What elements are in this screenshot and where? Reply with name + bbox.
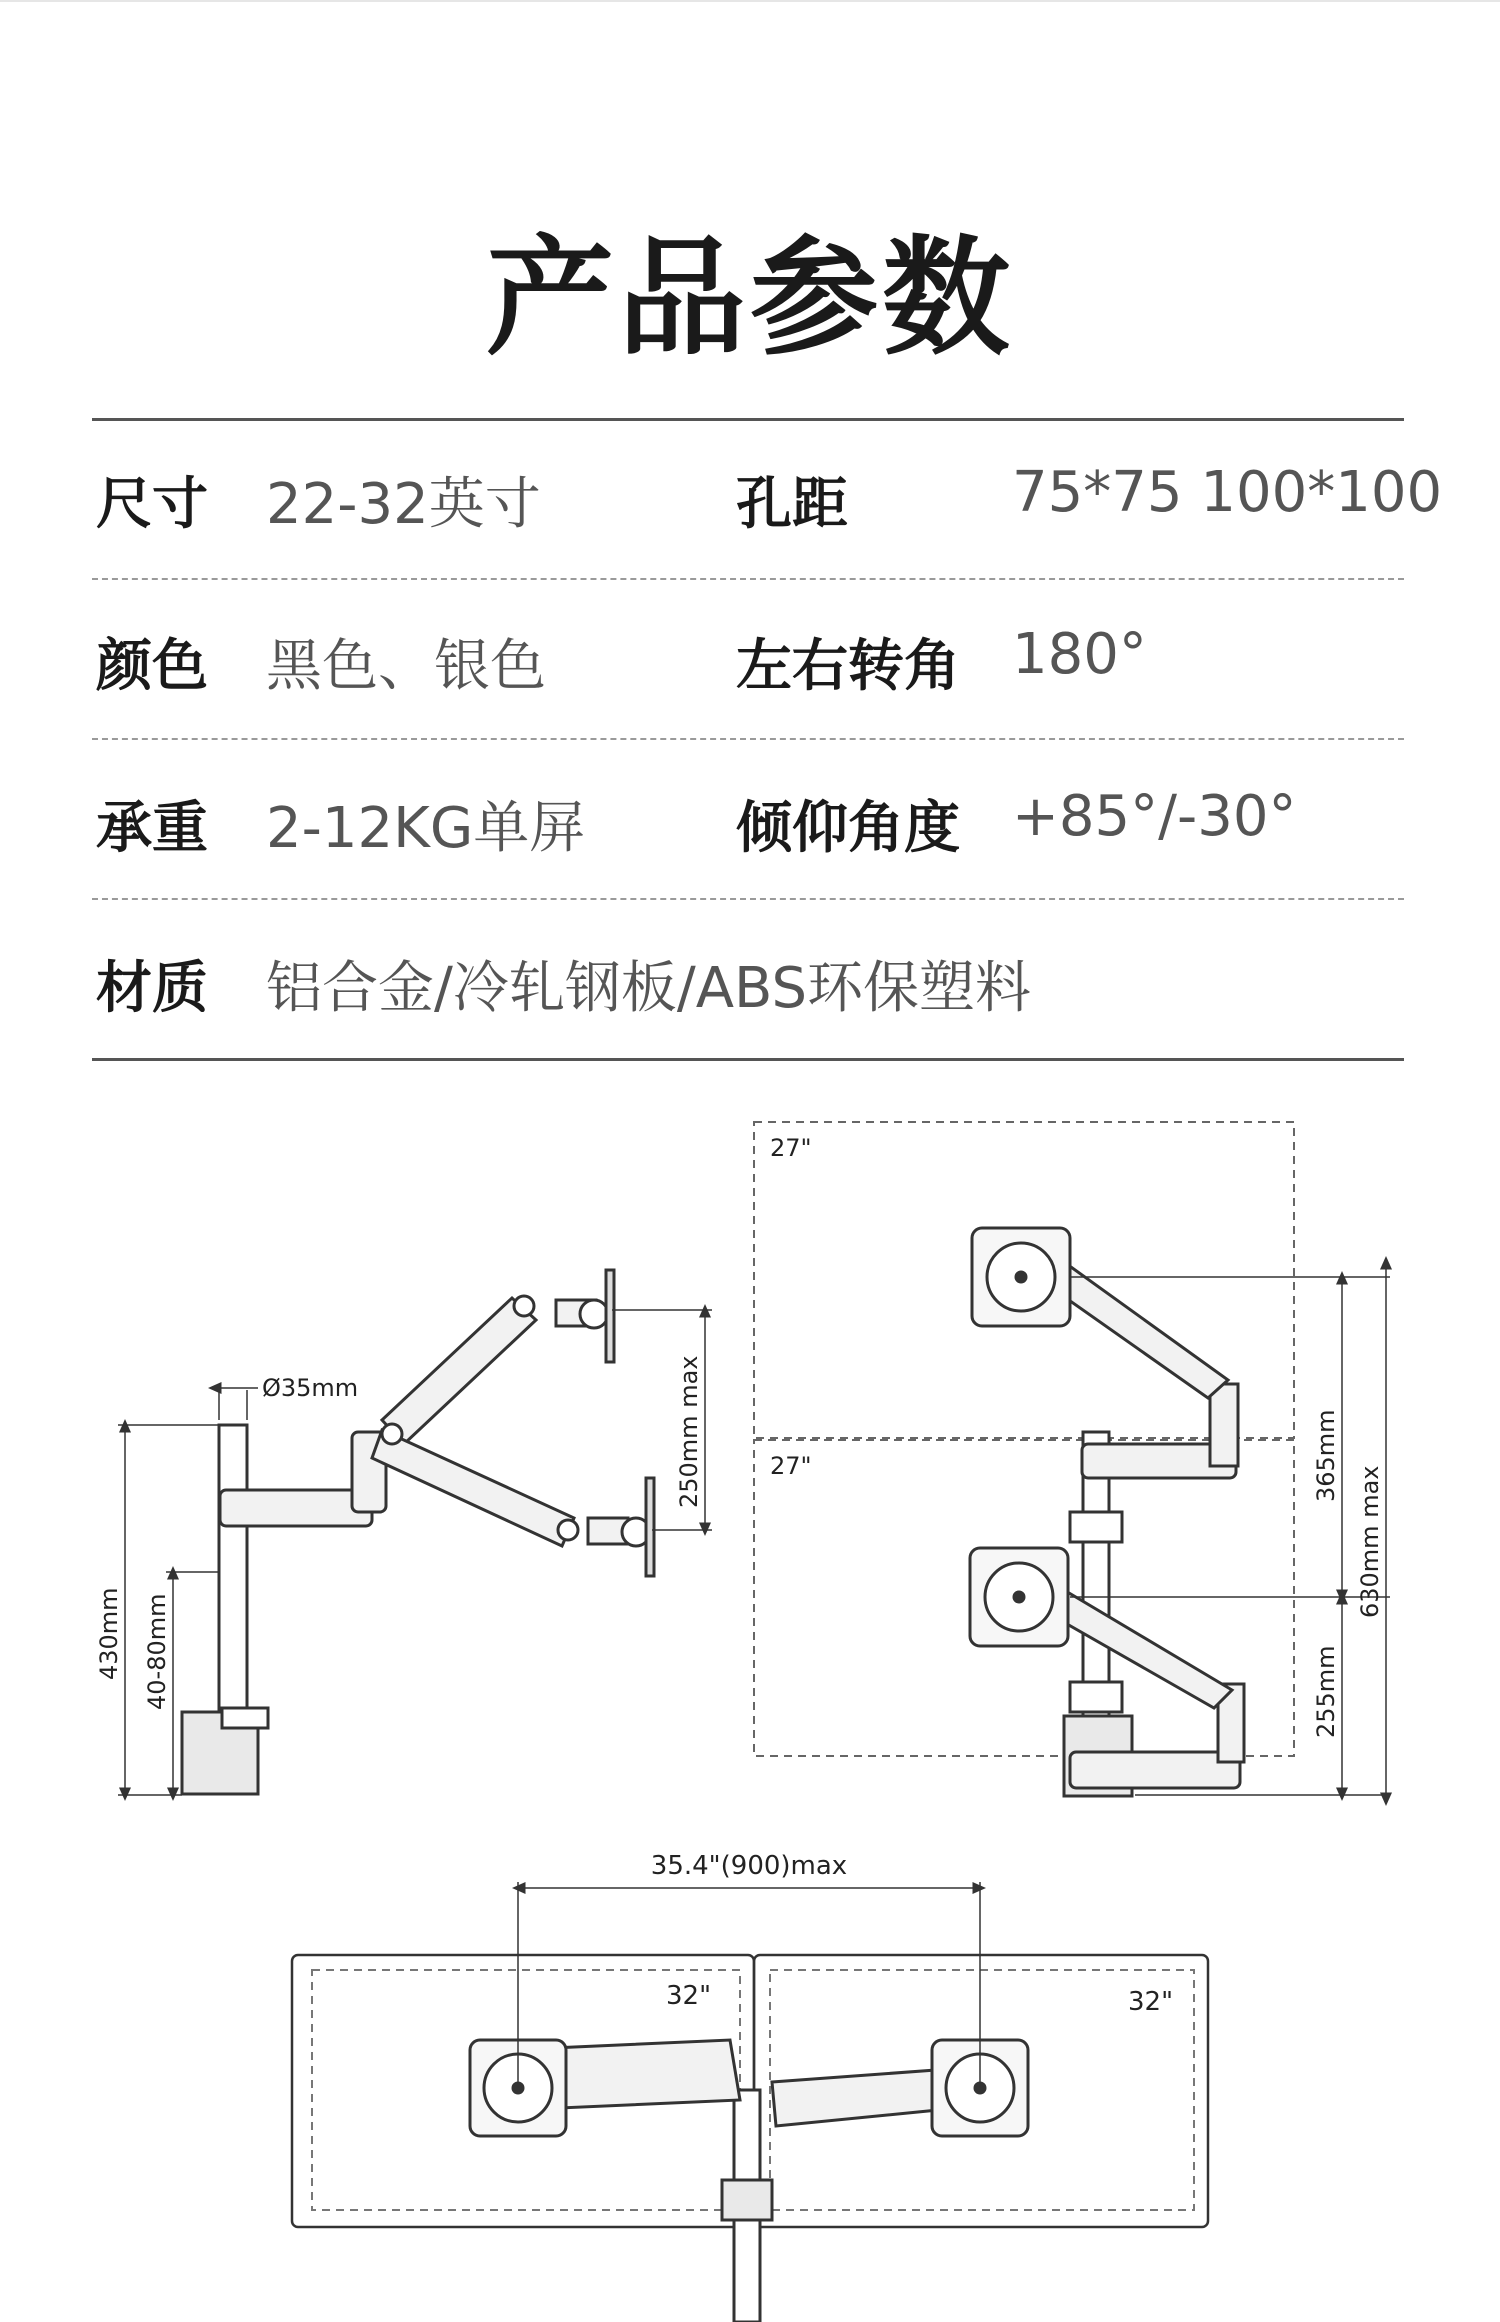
spec-label-size: 尺寸 <box>96 472 208 537</box>
top-screen-size-label: 27" <box>770 1134 812 1162</box>
page-title: 产品参数 <box>485 224 1014 373</box>
spec-value-swivel: 180° <box>1012 622 1147 687</box>
spec-value-size: 22-32英寸 <box>266 472 541 537</box>
height-430-label: 430mm <box>95 1587 123 1680</box>
spec-value-load: 2-12KG单屏 <box>266 796 586 861</box>
spec-label-material: 材质 <box>96 956 208 1021</box>
spec-label-vesa: 孔距 <box>736 472 848 537</box>
right-screen-size-label: 32" <box>1128 1987 1174 2017</box>
spec-label-load: 承重 <box>96 796 208 861</box>
span-255-label: 255mm <box>1312 1645 1340 1738</box>
span-365-label: 365mm <box>1312 1409 1340 1502</box>
clamp-range-label: 40-80mm <box>143 1593 171 1710</box>
spec-value-material: 铝合金/冷轧钢板/ABS环保塑料 <box>266 956 1032 1021</box>
width-span-label: 35.4"(900)max <box>650 1851 848 1881</box>
bottom-screen-size-label: 27" <box>770 1452 812 1480</box>
spec-label-swivel: 左右转角 <box>736 634 960 699</box>
side-view-drawing <box>182 1270 654 1794</box>
stacked-arms-drawing <box>970 1228 1244 1796</box>
dual-arms-drawing <box>470 2040 1028 2322</box>
pole-diameter-label: Ø35mm <box>262 1374 359 1402</box>
left-screen-size-label: 32" <box>666 1981 712 2011</box>
spec-label-tilt: 倾仰角度 <box>736 796 960 861</box>
spec-label-color: 颜色 <box>96 634 208 699</box>
span-630-label: 630mm max <box>1356 1465 1384 1618</box>
spec-value-tilt: +85°/-30° <box>1012 784 1297 849</box>
spec-value-vesa: 75*75 100*100 <box>1012 460 1443 525</box>
spec-value-color: 黑色、银色 <box>266 634 546 699</box>
vertical-range-label: 250mm max <box>675 1355 703 1508</box>
